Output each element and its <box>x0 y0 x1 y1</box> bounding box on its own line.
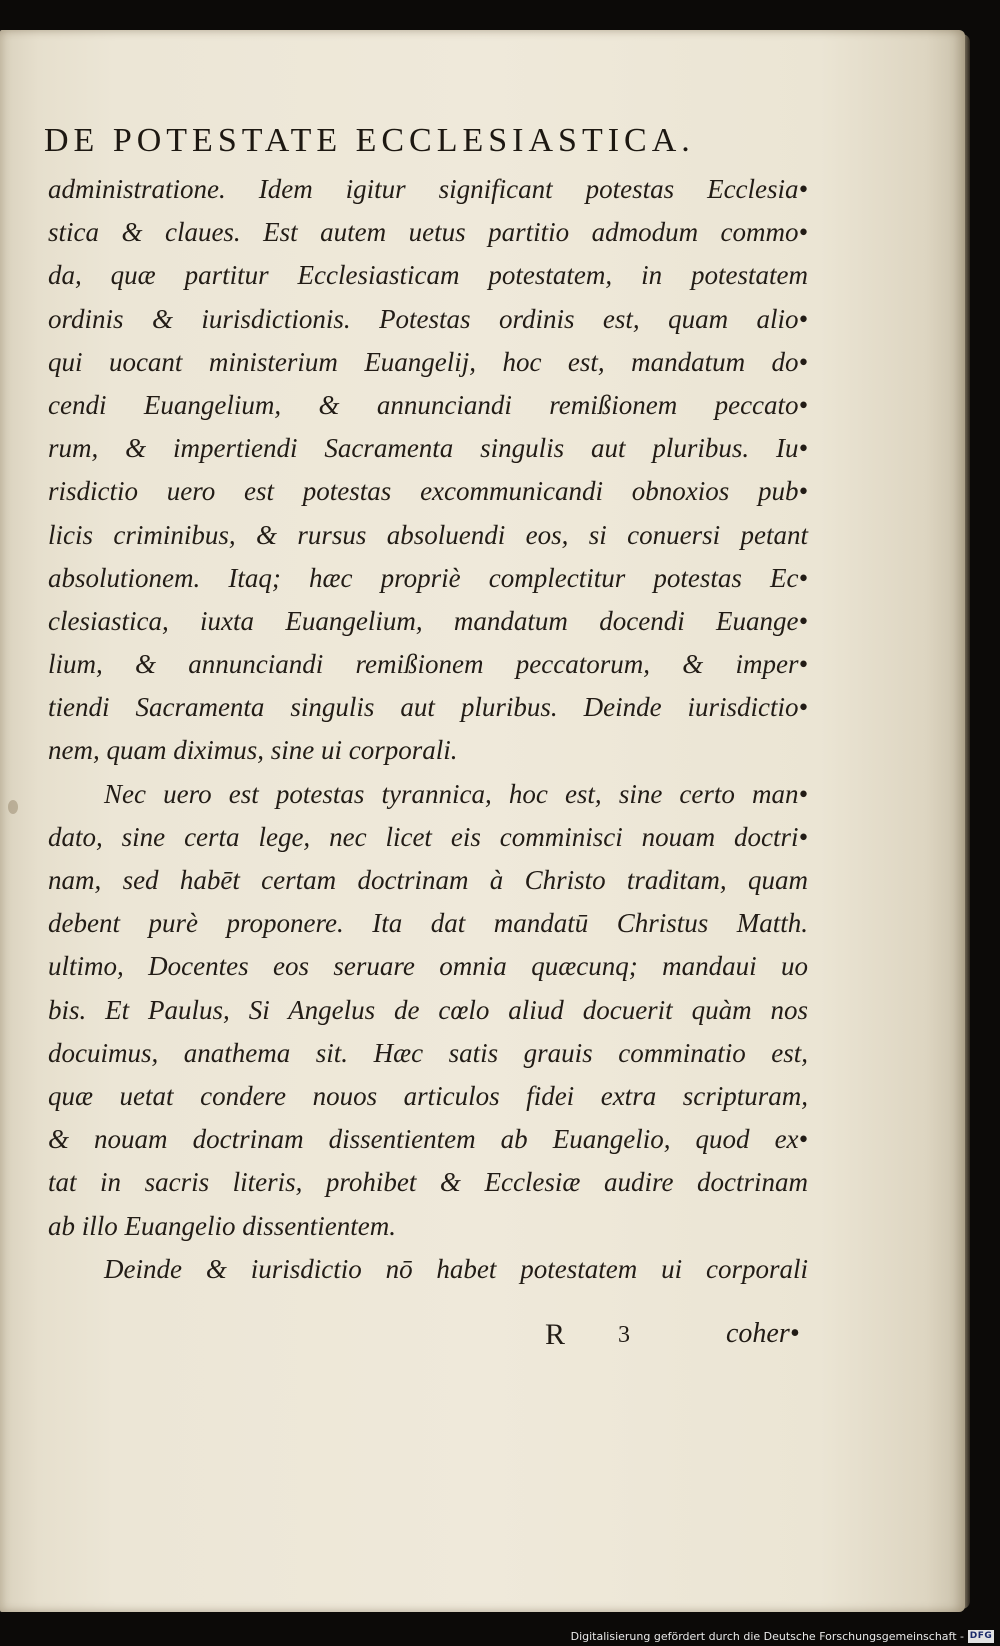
text-line: lium, & annunciandi remißionem peccatorum, & imper• <box>48 649 808 680</box>
text-line: ultimo, Docentes eos seruare omnia quæcunq; mandaui uo <box>48 951 808 982</box>
signature-number: 3 <box>618 1322 630 1348</box>
text-line: stica & claues. Est autem uetus partitio admodum commo• <box>48 217 808 248</box>
text-line: docuimus, anathema sit. Hæc satis grauis comminatio est, <box>48 1037 808 1068</box>
text-line: risdictio uero est potestas excommunicandi obnoxios pub• <box>48 476 808 507</box>
text-line: absolutionem. Itaq; hæc propriè complectitur potestas Ec• <box>48 562 808 593</box>
text-line: & nouam doctrinam dissentientem ab Euangelio, quod ex• <box>48 1124 808 1155</box>
paper-stain <box>8 800 18 814</box>
text-line: da, quæ partitur Ecclesiasticam potestatem, in potestatem <box>48 260 808 291</box>
paragraph-start-line: Nec uero est potestas tyrannica, hoc est, sine certo man• <box>104 778 808 809</box>
text-line: quæ uetat condere nouos articulos fidei extra scripturam, <box>48 1080 808 1111</box>
text-line: administratione. Idem igitur significant potestas Ecclesia• <box>48 174 808 204</box>
text-line: cendi Euangelium, & annunciandi remißionem peccato• <box>48 389 808 420</box>
paragraph-start-line: Deinde & iurisdictio nō habet potestatem ui corporali <box>104 1253 808 1284</box>
text-line: tat in sacris literis, prohibet & Ecclesiæ audire doctrinam <box>48 1167 808 1198</box>
signature-mark: R <box>545 1318 568 1351</box>
text-line: rum, & impertiendi Sacramenta singulis aut pluribus. Iu• <box>48 433 808 464</box>
text-line: nem, quam diximus, sine ui corporali. <box>48 735 458 766</box>
text-line: bis. Et Paulus, Si Angelus de cœlo aliud docuerit quàm nos <box>48 994 808 1025</box>
catchword: coher• <box>726 1318 800 1349</box>
text-line: debent purè proponere. Ita dat mandatū Christus Matth. <box>48 908 808 939</box>
text-line: nam, sed habēt certam doctrinam à Christo traditam, quam <box>48 865 808 895</box>
funding-credit: Digitalisierung gefördert durch die Deutsche Forschungsgemeinschaft - <box>570 1630 964 1643</box>
text-line: ab illo Euangelio dissentientem. <box>48 1210 396 1241</box>
text-line: licis criminibus, & rursus absoluendi eos, si conuersi petant <box>48 519 808 550</box>
text-line: dato, sine certa lege, nec licet eis comminisci nouam doctri• <box>48 821 808 852</box>
text-line: qui uocant ministerium Euangelij, hoc est, mandatum do• <box>48 346 808 377</box>
running-head: DE POTESTATE ECCLESIASTICA. <box>44 122 695 159</box>
text-line: ordinis & iurisdictionis. Potestas ordinis est, quam alio• <box>48 303 808 334</box>
body-text <box>48 168 808 1291</box>
dfg-logo-icon: DFG <box>969 1631 993 1641</box>
text-line: tiendi Sacramenta singulis aut pluribus. Deinde iurisdictio• <box>48 692 808 723</box>
text-line: clesiastica, iuxta Euangelium, mandatum docendi Euange• <box>48 605 808 636</box>
